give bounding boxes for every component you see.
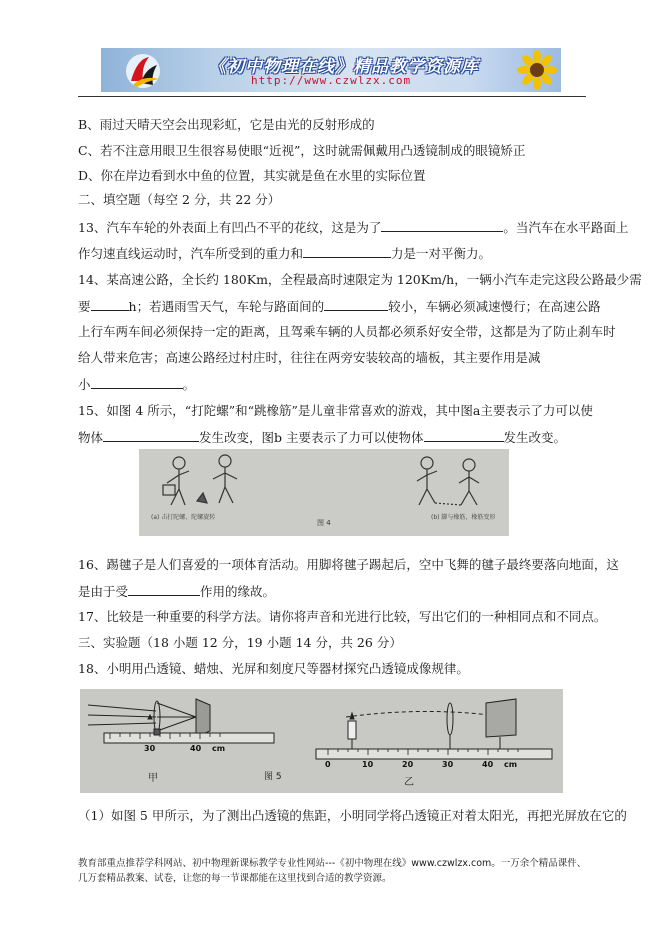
tick-label: 10 (362, 760, 374, 769)
tick-label: cm (504, 760, 518, 769)
question-15-line2: 物体 发生改变，图b 主要表示了力可以使物体 发生改变。 (78, 430, 567, 445)
figure-5 (80, 689, 563, 793)
header-rule (78, 96, 586, 97)
question-13-line1: 13、汽车车轮的外表面上有凹凸不平的花纹，这是为了 。当汽车在水平路面上 (78, 220, 629, 235)
header-banner (101, 48, 561, 92)
figure-5-sub-a: 甲 (148, 773, 158, 784)
tick-label: 0 (325, 760, 331, 769)
section-experiment-heading: 三、实验题（18 小题 12 分，19 小题 14 分，共 26 分） (78, 635, 402, 650)
tick-label: 20 (402, 760, 414, 769)
figure-4-drawing (139, 449, 509, 536)
question-16-line2: 是由于受 作用的缘故。 (78, 584, 276, 599)
footer-line2: 几万套精品教案、试卷，让您的每一节课都能在这里找到合适的教学资源。 (78, 873, 392, 884)
figure-5-sub-b: 乙 (404, 777, 414, 788)
answer-blank[interactable] (91, 298, 129, 311)
footer-line1: 教育部重点推荐学科网站、初中物理新课标教学专业性网站---《初中物理在线》www.czwlzx.com。一万余个精品课件、 (78, 858, 587, 869)
question-13-line2: 作匀速直线运动时，汽车所受到的重力和 力是一对平衡力。 (78, 246, 492, 261)
question-17: 17、比较是一种重要的科学方法。请你将声音和光进行比较，写出它们的一种相同点和不同点。 (78, 609, 607, 624)
question-14-line3: 上行车两车间必须保持一定的距离，且驾乘车辆的人员都必须系好安全带，这都是为了防止刹车时 (78, 324, 616, 339)
question-15-line1: 15、如图 4 所示，“打陀螺”和“跳橡筋”是儿童非常喜欢的游戏，其中图a主要表示了力可以使 (78, 403, 593, 418)
answer-blank[interactable] (424, 429, 504, 442)
answer-blank[interactable] (128, 583, 200, 596)
logo-icon (123, 51, 163, 89)
tick-label: cm (212, 744, 226, 753)
section-fill-heading: 二、填空题（每空 2 分，共 22 分） (78, 192, 281, 207)
tick-label: 30 (144, 744, 156, 753)
question-14-line1: 14、某高速公路，全长约 180Km，全程最高时速限定为 120Km/h，一辆小汽车走完这段公路最少需 (78, 272, 642, 287)
tick-label: 40 (190, 744, 202, 753)
figure-4-caption-a: (a) 击打陀螺，陀螺旋转 (151, 514, 216, 521)
question-14-line5: 小 。 (78, 377, 196, 392)
question-18: 18、小明用凸透镜、蜡烛、光屏和刻度尺等器材探究凸透镜成像规律。 (78, 661, 469, 676)
tick-label: 30 (442, 760, 454, 769)
figure-5-label: 图 5 (264, 772, 282, 782)
figure-4 (139, 449, 509, 536)
answer-blank[interactable] (103, 429, 199, 442)
question-18-part1: （1）如图 5 甲所示，为了测出凸透镜的焦距，小明同学将凸透镜正对着太阳光，再把光屏放在它的 (78, 808, 627, 823)
answer-blank[interactable] (303, 245, 391, 258)
figure-4-label: 图 4 (317, 519, 331, 527)
answer-blank[interactable] (324, 298, 388, 311)
option-c: C、若不注意用眼卫生很容易使眼“近视”，这时就需佩戴用凸透镜制成的眼镜矫正 (78, 143, 526, 158)
banner-url[interactable]: http://www.czwlzx.com (251, 74, 412, 87)
figure-4-caption-b: (b) 脚与橡筋，橡筋变形 (431, 514, 496, 521)
question-14-line4: 给人带来危害；高速公路经过村庄时，往往在两旁安装较高的墙板，其主要作用是减 (78, 350, 541, 365)
answer-blank[interactable] (91, 376, 183, 389)
tick-label: 40 (482, 760, 494, 769)
question-14-line2: 要 h；若遇雨雪天气，车轮与路面间的 较小，车辆必须减速慢行；在高速公路 (78, 299, 601, 314)
question-16-line1: 16、踢毽子是人们喜爱的一项体育活动。用脚将毽子踢起后，空中飞舞的毽子最终要落向地面，这 (78, 557, 619, 572)
figure-5-drawing (80, 689, 563, 793)
answer-blank[interactable] (381, 219, 503, 232)
banner-title: 《初中物理在线》精品教学资源库 (209, 57, 479, 77)
sunflower-icon (517, 50, 557, 90)
option-b: B、雨过天晴天空会出现彩虹，它是由光的反射形成的 (78, 117, 375, 132)
option-d: D、你在岸边看到水中鱼的位置，其实就是鱼在水里的实际位置 (78, 168, 426, 183)
